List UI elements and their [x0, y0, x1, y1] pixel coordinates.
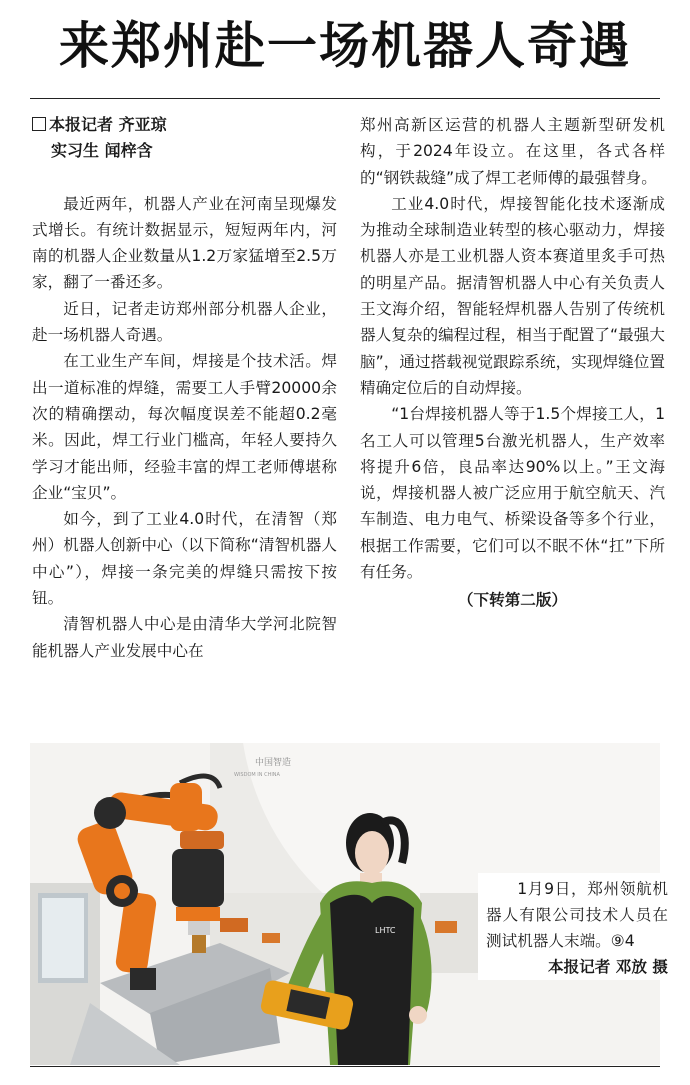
photo-credit: 本报记者 邓放 摄 — [547, 957, 668, 976]
article-paragraph: 工业4.0时代，焊接智能化技术逐渐成为推动全球制造业转型的核心驱动力，焊接机器人亦是工业机器人资本赛道里炙手可热的明星产品。据清智机器人中心有关负责人王文海介绍，智能轻焊机器人告别了传统机器人复杂的编程过程，相当于配置了“最强大脑”，通过搭载视觉跟踪系统，实现焊缝位置精确定位后的自动焊接。 — [360, 194, 665, 397]
article-paragraph: 在工业生产车间，焊接是个技术活。焊出一道标准的焊缝，需要工人手臂20000余次的精确摆动，每次幅度误差不能超0.2毫米。因此，焊工行业门槛高，年轻人要持久学习才能出师，经验丰富的焊工老师傅堪称企业“宝贝”。 — [32, 352, 337, 502]
article-paragraph: “1台焊接机器人等于1.5个焊接工人，1名工人可以管理5台激光机器人，生产效率将提升6倍，良品率达90%以上。”王文海说，焊接机器人被广泛应用于航空航天、汽车制造、电力电气、桥梁设备等多个行业，根据工作需要，它们可以不眠不休“扛”下所有任务。 — [360, 405, 665, 582]
continued-note: （下转第二版） — [457, 590, 568, 610]
article-paragraph: 如今，到了工业4.0时代，在清智（郑州）机器人创新中心（以下简称“清智机器人中心”），焊接一条完美的焊缝只需按下按钮。 — [32, 510, 337, 608]
byline-reporter — [32, 112, 337, 138]
page-bottom-rule — [30, 1066, 660, 1067]
headline: 来郑州赴一场机器人奇遇 — [59, 16, 631, 75]
wall-sign-en: WISDOM IN CHINA — [234, 772, 280, 778]
wall-sign-cn: 中国智造 — [255, 758, 292, 768]
byline-reporter-text: 本报记者 齐亚琼 — [49, 115, 167, 134]
article-paragraph: 最近两年，机器人产业在河南呈现爆发式增长。有统计数据显示，短短两年内，河南的机器人企业数量从1.2万家猛增至2.5万家，翻了一番还多。 — [32, 194, 337, 292]
photo-caption — [478, 873, 672, 980]
article-column-left — [32, 112, 337, 664]
caption-text: 1月9日，郑州领航机器人有限公司技术人员在测试机器人末端。⑨4 — [486, 880, 668, 950]
article-paragraph: 清智机器人中心是由清华大学河北院智能机器人产业发展中心在 — [32, 615, 337, 660]
square-box-icon — [32, 117, 46, 131]
byline-intern: 实习生 闻梓含 — [51, 141, 153, 161]
headline-rule — [30, 98, 660, 99]
article-column-right — [360, 112, 665, 614]
article-paragraph: 郑州高新区运营的机器人主题新型研发机构，于2024年设立。在这里，各式各样的“钢铁裁缝”成了焊工老师傅的最强替身。 — [360, 116, 665, 187]
vest-logo: LHTC — [375, 926, 396, 935]
article-paragraph: 近日，记者走访郑州部分机器人企业，赴一场机器人奇遇。 — [32, 299, 337, 345]
